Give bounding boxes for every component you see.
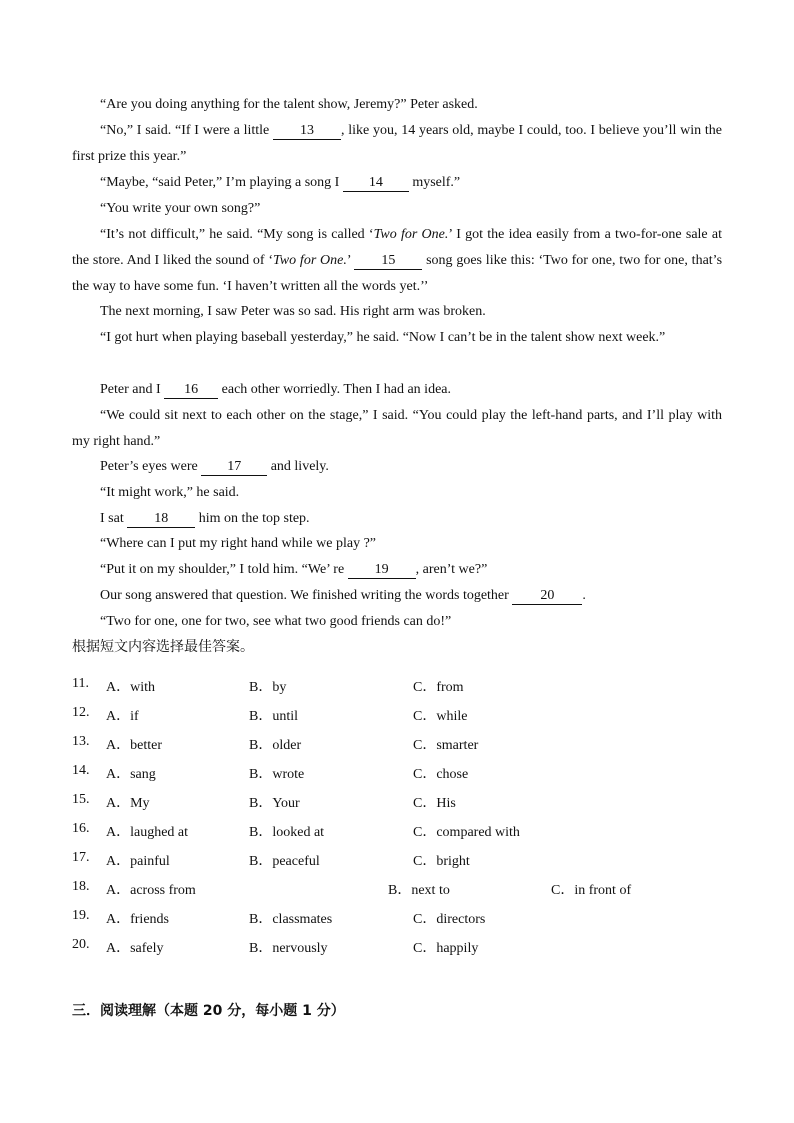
question-row (72, 821, 752, 843)
passage-paragraph (72, 531, 722, 557)
option-a: A．My (106, 796, 150, 811)
question-row (72, 705, 752, 727)
option-c: C．His (413, 796, 456, 811)
option-b: B．classmates (249, 912, 333, 927)
paragraph-text: “Two for one, one for two, see what two good friends can do!” (100, 614, 452, 629)
passage-paragraph (72, 609, 722, 635)
question-row (72, 937, 752, 959)
option-a: A．better (106, 738, 162, 753)
song-title: Two for One. (273, 252, 347, 268)
paragraph-text: “Where can I put my right hand while we play ?” (100, 536, 377, 551)
question-number: 15. (72, 792, 90, 807)
blank-15: 15 (354, 253, 422, 270)
passage-paragraph (72, 299, 722, 325)
question-row (72, 792, 752, 814)
question-number: 14. (72, 763, 90, 778)
paragraph-text: ’ I got the idea easily from a two-for-one sale at the store. And I liked the sound of ‘ (72, 227, 722, 268)
passage-paragraph (72, 222, 722, 299)
option-a: A．sang (106, 767, 156, 782)
passage-paragraph (72, 583, 722, 609)
option-b: B．Your (249, 796, 300, 811)
question-number: 17. (72, 850, 90, 865)
paragraph-text: Peter and I (100, 382, 165, 397)
paragraph-text: “Are you doing anything for the talent show, Jeremy?” Peter asked. (100, 97, 478, 112)
option-c: C．directors (413, 912, 486, 927)
blank-18: 18 (127, 511, 195, 528)
question-row (72, 763, 752, 785)
passage-paragraph (72, 170, 722, 196)
paragraph-text: song goes like this: ‘Two for one, two for one, that’s the way to have some fun. ‘I haven’t written all the words yet.’’ (72, 252, 723, 294)
option-b: B．wrote (249, 767, 305, 782)
question-row (72, 908, 752, 930)
option-a: A．safely (106, 941, 164, 956)
paragraph-text: each other worriedly. Then I had an idea. (218, 382, 452, 397)
paragraph-text: I sat (100, 511, 128, 526)
blank-20: 20 (512, 588, 582, 605)
instruction: 根据短文内容选择最佳答案。 (72, 639, 254, 655)
option-c: C．in front of (551, 883, 632, 898)
question-row (72, 734, 752, 756)
option-c: C．smarter (413, 738, 479, 753)
blank-17: 17 (201, 459, 267, 476)
paragraph-text: . (582, 588, 586, 603)
passage-paragraph (72, 196, 722, 222)
paragraph-text: “We could sit next to each other on the stage,” I said. “You could play the left-hand parts, and I’ll play with my right hand.” (72, 408, 722, 449)
option-b: B．looked at (249, 825, 325, 840)
question-row (72, 850, 752, 872)
paragraph-text: , like you, 14 years old, maybe I could, too. I believe you’ll win the first prize this year.” (72, 123, 722, 164)
option-b: B．by (249, 680, 287, 695)
question-number: 18. (72, 879, 90, 894)
paragraph-text: “I got hurt when playing baseball yesterday,” he said. “Now I can’t be in the talent show next week.” (100, 330, 666, 345)
passage-paragraph (72, 557, 722, 583)
paragraph-text: “No,” I said. “If I were a little (100, 123, 274, 138)
passage-paragraph (72, 118, 722, 170)
option-b: B．next to (388, 883, 450, 898)
paragraph-text: The next morning, I saw Peter was so sad. His right arm was broken. (100, 304, 486, 319)
question-number: 16. (72, 821, 90, 836)
question-row (72, 676, 752, 698)
option-a: A．with (106, 680, 155, 695)
song-title: Two for One. (373, 227, 449, 242)
blank-13: 13 (273, 123, 341, 140)
option-c: C．happily (413, 941, 479, 956)
paragraph-text: ’ (346, 252, 355, 268)
paragraph-text: , aren’t we?” (415, 562, 488, 577)
option-c: C．chose (413, 767, 469, 782)
paragraph-text: “It’s not difficult,” he said. “My song is called ‘ (100, 227, 374, 242)
option-b: B．nervously (249, 941, 328, 956)
passage-paragraph (72, 377, 722, 403)
option-a: A．across from (106, 883, 196, 898)
question-number: 13. (72, 734, 90, 749)
passage-paragraph (72, 325, 722, 351)
option-c: C．while (413, 709, 468, 724)
paragraph-text: Our song answered that question. We finished writing the words together (100, 588, 513, 603)
paragraph-text: Peter’s eyes were (100, 459, 202, 474)
paragraph-text: “You write your own song?” (100, 201, 261, 216)
paragraph-text: “Maybe, “said Peter,” I’m playing a song I (100, 175, 343, 190)
question-number: 20. (72, 937, 90, 952)
passage-paragraph (72, 454, 722, 480)
option-c: C．compared with (413, 825, 520, 840)
option-b: B．peaceful (249, 854, 320, 869)
paragraph-text: him on the top step. (195, 511, 310, 526)
blank-14: 14 (343, 175, 409, 192)
question-number: 12. (72, 705, 90, 720)
option-a: A．painful (106, 854, 170, 869)
option-a: A．friends (106, 912, 169, 927)
passage-paragraph (72, 480, 722, 506)
option-a: A．laughed at (106, 825, 189, 840)
option-c: C．bright (413, 854, 470, 869)
question-row (72, 879, 752, 901)
passage-paragraph (72, 506, 722, 532)
question-number: 11. (72, 676, 89, 691)
paragraph-text: “It might work,” he said. (100, 485, 240, 500)
paragraph-text: and lively. (267, 459, 329, 474)
option-a: A．if (106, 709, 139, 724)
paragraph-text: myself.” (408, 175, 461, 190)
blank-19: 19 (348, 562, 416, 579)
question-number: 19. (72, 908, 90, 923)
blank-16: 16 (164, 382, 218, 399)
option-b: B．older (249, 738, 302, 753)
section-heading: 三．阅读理解（本题 20 分，每小题 1 分） (72, 1003, 345, 1019)
paragraph-text: “Put it on my shoulder,” I told him. “We’ re (100, 562, 348, 577)
option-b: B．until (249, 709, 299, 724)
passage-paragraph (72, 92, 722, 118)
option-c: C．from (413, 680, 464, 695)
passage-paragraph (72, 403, 722, 455)
